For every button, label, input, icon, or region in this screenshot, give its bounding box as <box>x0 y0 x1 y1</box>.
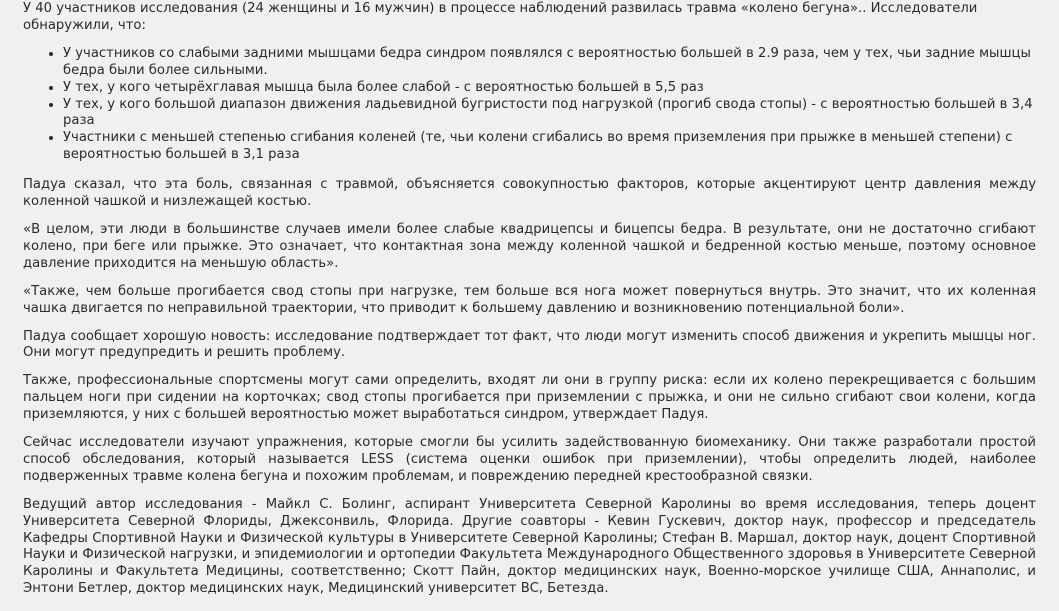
paragraph-less-method: Сейчас исследователи изучают упражнения, которые смогли бы усилить задействованную биомеханику. Они также разработали простой способ обследования, который называется LESS (система оценки ошибок при приземлении), чтобы определить людей, наиболее подверженных травме колена бегуна и похожим проблемам, и повреждению передней крестообразной связки. <box>23 435 1036 484</box>
finding-item: • У тех, у кого большой диапазон движения ладьевидной бугристости под нагрузкой (прогиб свода стопы) - с вероятностью большей в 3,4 раза <box>63 97 1036 131</box>
paragraph-good-news: Падуа сообщает хорошую новость: исследование подтверждает тот факт, что люди могут изменить способ движения и укрепить мышцы ног. Они могут предупредить и решить проблему. <box>23 328 1036 361</box>
paragraph-quote-arch: «Также, чем больше прогибается свод стопы при нагрузке, тем больше вся нога может повернуться внутрь. Это значит, что их коленная чашка двигается по неправильной траектории, что приводит к большему давлению и возникновению потенциальной боли». <box>23 283 1036 316</box>
finding-item: • У участников со слабыми задними мышцами бедра синдром появлялся с вероятностью большей в 2.9 раза, чем у тех, чьи задние мышцы бедра были более сильными. <box>63 46 1036 80</box>
finding-item: • У тех, у кого четырёхглавая мышца была более слабой - с вероятностью большей в 5,5 раз <box>63 80 1036 97</box>
paragraph-quote-muscles: «В целом, эти люди в большинстве случаев имели более слабые квадрицепсы и бицепсы бедра. В результате, они не достаточно сгибают колено, при беге или прыжке. Это означает, что контактная зона между коленной чашкой и бедренной костью меньше, поэтому основное давление приходится на меньшую область». <box>23 221 1036 271</box>
paragraph-risk-group: Также, профессиональные спортсмены могут сами определить, входят ли они в группу риска: если их колено перекрещивается с большим пальцем ноги при сидении на корточках; свод стопы прогибается при приземлении с прыжка, и они не сильно сгибают свои колени, когда приземляются, у них с большей вероятностью может выработаться синдром, утверждает Падуя. <box>23 373 1036 423</box>
paragraph-authors: Ведущий автор исследования - Майкл С. Болинг, аспирант Университета Северной Каролины во время исследования, теперь доцент Университета Северной Флориды, Джексонвиль, Флорида. Другие соавторы - Кевин Гускевич, доктор наук, профессор и председатель Кафедры Спортивной Науки и Физической культуры в Университете Северной Каролины; Стефан В. Маршал, доктор наук, доцент Спортивной Науки и Физической нагрузки, и эпидемиологии и ортопедии Факультета Международного Общественного здоровья в Университете Северной Каролины и Факультета Медицины, соответственно; Скотт Пайн, доктор медицинских наук, Военно-морское училище США, Аннаполис, и Энтони Бетлер, доктор медицинских наук, Медицинский университет BC, Бетезда. <box>23 496 1036 597</box>
intro-paragraph: У 40 участников исследования (24 женщины и 16 мужчин) в процессе наблюдений развилась травма «колено бегуна».. Исследователи обнаружили, что: <box>23 1 978 33</box>
finding-item: • Участники с меньшей степенью сгибания коленей (те, чьи колени сгибались во время приземления при прыжке в меньшей степени) с вероятностью большей в 3,1 раза <box>63 130 1036 164</box>
findings-list <box>23 46 1036 164</box>
paragraph-padua-explanation: Падуа сказал, что эта боль, связанная с травмой, объясняется совокупностью факторов, которые акцентируют центр давления между коленной чашкой и низлежащей костью. <box>23 177 1036 210</box>
